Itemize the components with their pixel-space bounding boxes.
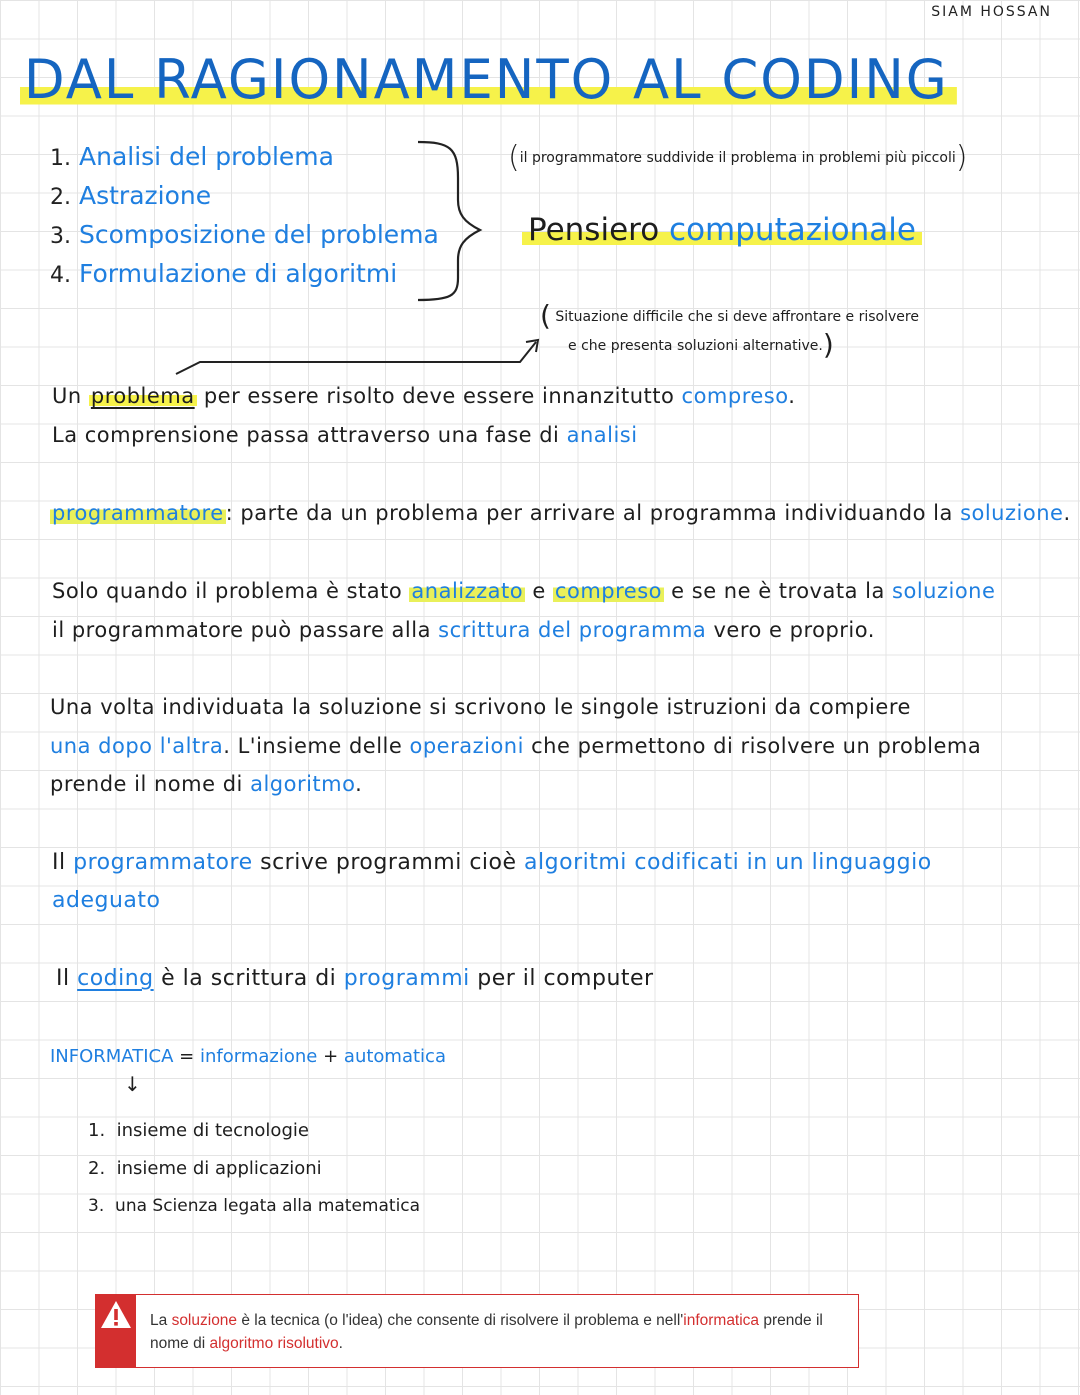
decompose-note: (il programmatore suddivide il problema in problemi più piccoli) [508, 140, 968, 175]
step-item [50, 181, 211, 210]
paragraph-4-line-1 [50, 695, 911, 719]
step-label: Formulazione di algoritmi [79, 259, 398, 288]
list-text: una Scienza legata alla matematica [115, 1196, 421, 1216]
text: vero e proprio. [713, 618, 875, 642]
analisi-keyword: analisi [566, 423, 638, 447]
paragraph-4-line-2 [50, 734, 981, 758]
page-title-wrap [20, 48, 976, 111]
problema-keyword: problema [90, 384, 195, 408]
paragraph-5-line-1 [52, 850, 932, 875]
algoritmo-keyword: algoritmo [250, 772, 356, 796]
list-item [88, 1120, 309, 1141]
informazione-keyword: informazione [200, 1046, 318, 1067]
step-number: 1. [50, 146, 71, 171]
text: Solo quando il problema è stato [52, 579, 403, 603]
algoritmi-codificati-keyword: algoritmi codificati in un linguaggio [524, 850, 932, 875]
informatica-label: INFORMATICA [50, 1046, 174, 1067]
text: . [1063, 501, 1071, 525]
paragraph-1-line-1 [52, 384, 795, 408]
step-label: Analisi del problema [79, 142, 334, 171]
compreso-keyword: compreso [681, 384, 789, 408]
text: è la scrittura di [161, 966, 337, 991]
compreso-keyword: compreso [554, 579, 662, 603]
informatica-definition [50, 1046, 446, 1067]
text: per il computer [477, 966, 654, 991]
text: . L'insieme delle [223, 734, 403, 758]
warning-icon [99, 1299, 133, 1331]
arrow-icon [170, 330, 550, 380]
text: La [150, 1312, 172, 1329]
curly-brace-icon [410, 138, 490, 308]
paragraph-5-line-2: adeguato [52, 888, 161, 913]
paragraph-3-line-1 [52, 579, 995, 603]
text: . [338, 1335, 343, 1352]
text: Il [56, 966, 70, 991]
text: prende il nome di [150, 1312, 823, 1352]
computazionale-word: computazionale [669, 212, 916, 248]
problem-definition-note: ( Situazione difficile che si deve affrontare e risolvere e che presenta soluzioni alternative.) [540, 299, 919, 361]
text: . [355, 772, 363, 796]
text: e [532, 579, 546, 603]
text: : [225, 501, 234, 525]
text: che permettono di risolvere un problema [531, 734, 982, 758]
step-label: Scomposizione del problema [79, 220, 439, 249]
text: e se ne è trovata la [671, 579, 885, 603]
page-title: DAL RAGIONAMENTO AL CODING [20, 48, 957, 111]
una-dopo-laltra-keyword: una dopo l'altra [50, 734, 224, 758]
paragraph-2 [50, 501, 1071, 525]
list-text: insieme di applicazioni [116, 1158, 322, 1179]
text: è la tecnica (o l'idea) che consente di risolvere il problema e nell' [237, 1312, 684, 1329]
text: Una volta individuata la soluzione si scrivono le singole istruzioni da compiere [50, 695, 911, 719]
soluzione-keyword: soluzione [171, 1312, 238, 1329]
analizzato-keyword: analizzato [411, 579, 524, 603]
paragraph-1-line-2 [52, 423, 638, 447]
soluzione-keyword: soluzione [960, 501, 1064, 525]
step-item [50, 220, 439, 249]
paragraph-4-line-3 [50, 772, 362, 796]
pensiero-word: Pensiero [528, 212, 660, 248]
programmatore-keyword: programmatore [52, 501, 224, 525]
list-number: 3. [88, 1196, 105, 1216]
coding-keyword: coding [77, 966, 154, 991]
equals-sign: = [179, 1046, 195, 1067]
down-arrow-icon: ↓ [124, 1072, 141, 1096]
automatica-keyword: automatica [343, 1046, 446, 1067]
problem-note-line2: e che presenta soluzioni alternative. [568, 338, 823, 354]
programmi-keyword: programmi [343, 966, 470, 991]
text: Un [52, 384, 82, 408]
text: parte da un problema per arrivare al programma individuando la [240, 501, 953, 525]
text: La comprensione passa attraverso una fase di [52, 423, 560, 447]
list-text: insieme di tecnologie [116, 1120, 309, 1141]
text: il programmatore può passare alla [52, 618, 431, 642]
text: scrive programmi cioè [260, 850, 517, 875]
programmatore-keyword: programmatore [73, 850, 253, 875]
problem-note-line1: Situazione difficile che si deve affrontare e risolvere [555, 309, 919, 325]
plus-sign: + [323, 1046, 339, 1067]
algoritmo-risolutivo-keyword: algoritmo risolutivo [209, 1335, 339, 1352]
text: . [788, 384, 796, 408]
step-number: 3. [50, 224, 71, 249]
paragraph-3-line-2 [52, 618, 875, 642]
list-number: 1. [88, 1120, 106, 1141]
list-item [88, 1196, 420, 1216]
list-number: 2. [88, 1158, 106, 1179]
step-item [50, 259, 397, 288]
text: per essere risolto deve essere innanzitutto [203, 384, 675, 408]
step-number: 2. [50, 185, 71, 210]
operazioni-keyword: operazioni [409, 734, 524, 758]
author-name: SIAM HOSSAN [931, 4, 1052, 20]
paragraph-6 [56, 966, 654, 991]
step-item [50, 142, 334, 171]
warning-box [95, 1294, 859, 1368]
step-number: 4. [50, 263, 71, 288]
warning-text [150, 1309, 850, 1355]
step-label: Astrazione [79, 181, 212, 210]
pensiero-computazionale [522, 212, 922, 248]
list-item [88, 1158, 322, 1179]
informatica-keyword: informatica [683, 1312, 760, 1329]
soluzione-keyword: soluzione [892, 579, 996, 603]
scrittura-keyword: scrittura del programma [438, 618, 707, 642]
decompose-note-text: il programmatore suddivide il problema in problemi più piccoli [519, 150, 956, 166]
text: Il [52, 850, 66, 875]
text: prende il nome di [50, 772, 243, 796]
